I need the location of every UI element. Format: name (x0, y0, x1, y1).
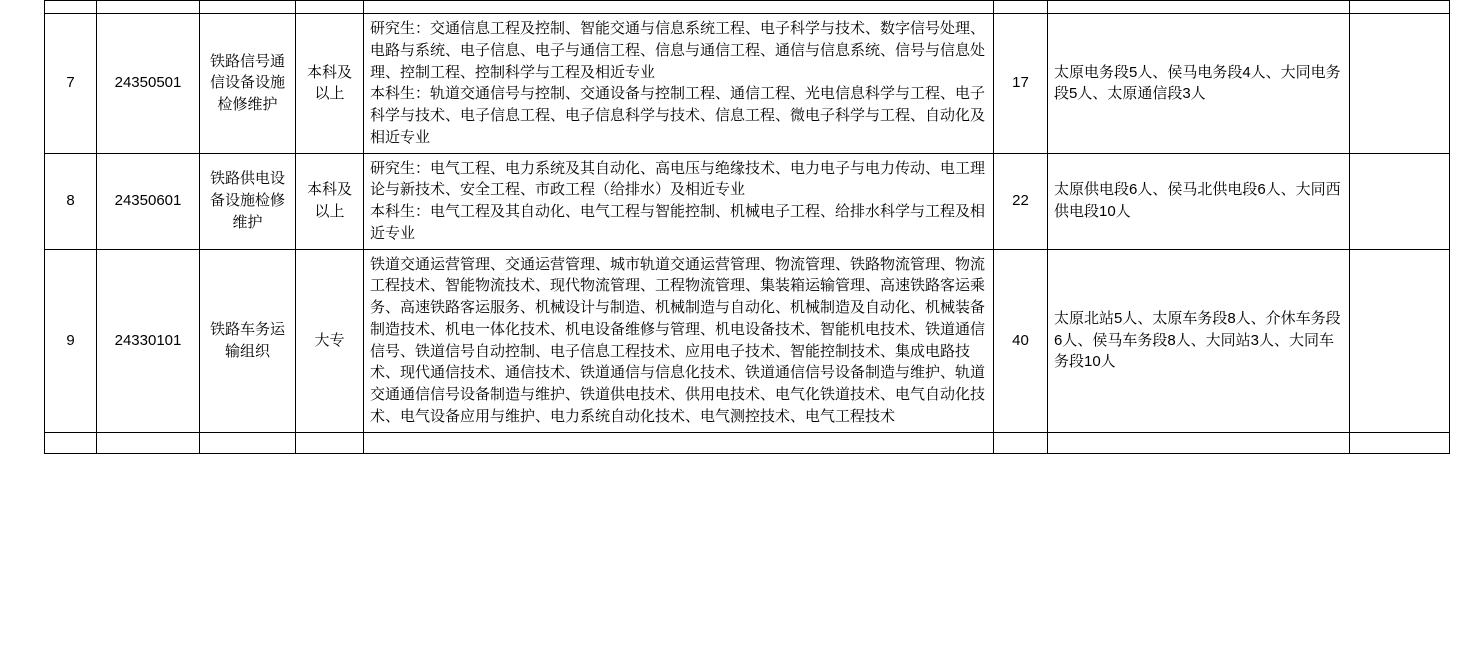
cell-position-code: 24330101 (97, 249, 200, 432)
cell-partial-last (1350, 432, 1450, 453)
cell-serial-number: 7 (45, 14, 97, 154)
cell-education: 本科及以上 (296, 14, 364, 154)
cell-position-name: 铁路车务运输组织 (200, 249, 296, 432)
table-row-partial-top (45, 1, 1450, 14)
cell-headcount: 22 (994, 153, 1048, 249)
major-line-all: 铁道交通运营管理、交通运营管理、城市轨道交通运营管理、物流管理、铁路物流管理、物流工程技术、智能物流技术、现代物流管理、工程物流管理、集装箱运输管理、高速铁路客运乘务、高速铁路客运服务、机械设计与制造、机械制造与自动化、机械制造及自动化、机械装备制造技术、机电一体化技术、机电设备维修与管理、机电设备技术、智能机电技术、铁道通信信号、铁道信号自动控制、电子信息工程技术、应用电子技术、智能控制技术、集成电路技术、现代通信技术、通信技术、铁道通信与信息化技术、铁道通信信号设备制造与维护、轨道交通通信信号设备制造与维护、铁道供电技术、供用电技术、电气化铁道技术、电气自动化技术、电气设备应用与维护、电力系统自动化技术、电气测控技术、电气工程技术 (370, 255, 986, 425)
major-line-undergraduate: 本科生：轨道交通信号与控制、交通设备与控制工程、通信工程、光电信息科学与工程、电子科学与技术、电子信息工程、电子信息科学与技术、信息工程、微电子科学与工程、自动化及相近专业 (370, 85, 986, 146)
cell-partial-edu (296, 432, 364, 453)
cell-partial-post (200, 1, 296, 14)
cell-partial-code (97, 432, 200, 453)
cell-partial-unit (1048, 1, 1350, 14)
cell-partial-last (1350, 1, 1450, 14)
cell-employing-units: 太原电务段5人、侯马电务段4人、大同电务段5人、太原通信段3人 (1048, 14, 1350, 154)
cell-serial-number: 9 (45, 249, 97, 432)
cell-partial-num (994, 1, 1048, 14)
cell-partial-unit (1048, 432, 1350, 453)
table-row (45, 153, 1450, 249)
cell-position-name: 铁路信号通信设备设施检修维护 (200, 14, 296, 154)
cell-remarks (1350, 249, 1450, 432)
cell-major-requirements (364, 153, 994, 249)
cell-partial-num (994, 432, 1048, 453)
cell-partial-code (97, 1, 200, 14)
cell-partial-no (45, 1, 97, 14)
cell-major-requirements (364, 249, 994, 432)
cell-education: 大专 (296, 249, 364, 432)
major-line-undergraduate: 本科生：电气工程及其自动化、电气工程与智能控制、机械电子工程、给排水科学与工程及相近专业 (370, 203, 986, 242)
cell-partial-major (364, 1, 994, 14)
cell-headcount: 17 (994, 14, 1048, 154)
cell-position-code: 24350601 (97, 153, 200, 249)
cell-partial-no (45, 432, 97, 453)
cell-remarks (1350, 14, 1450, 154)
cell-partial-edu (296, 1, 364, 14)
major-line-graduate: 研究生：电气工程、电力系统及其自动化、高电压与绝缘技术、电力电子与电力传动、电工理论与新技术、安全工程、市政工程（给排水）及相近专业 (370, 159, 986, 199)
table-row-partial-bottom (45, 432, 1450, 453)
cell-partial-major (364, 432, 994, 453)
cell-position-name: 铁路供电设备设施检修维护 (200, 153, 296, 249)
cell-major-requirements (364, 14, 994, 154)
major-line-graduate: 研究生：交通信息工程及控制、智能交通与信息系统工程、电子科学与技术、数字信号处理、电路与系统、电子信息、电子与通信工程、信息与通信工程、通信与信息系统、信号与信息处理、控制工程、控制科学与工程及相近专业 (370, 20, 986, 81)
table-row (45, 249, 1450, 432)
cell-employing-units: 太原供电段6人、侯马北供电段6人、大同西供电段10人 (1048, 153, 1350, 249)
cell-employing-units: 太原北站5人、太原车务段8人、介休车务段6人、侯马车务段8人、大同站3人、大同车务段10人 (1048, 249, 1350, 432)
cell-education: 本科及以上 (296, 153, 364, 249)
cell-position-code: 24350501 (97, 14, 200, 154)
table-row (45, 14, 1450, 154)
cell-partial-post (200, 432, 296, 453)
recruitment-table (44, 0, 1450, 454)
cell-headcount: 40 (994, 249, 1048, 432)
cell-serial-number: 8 (45, 153, 97, 249)
cell-remarks (1350, 153, 1450, 249)
